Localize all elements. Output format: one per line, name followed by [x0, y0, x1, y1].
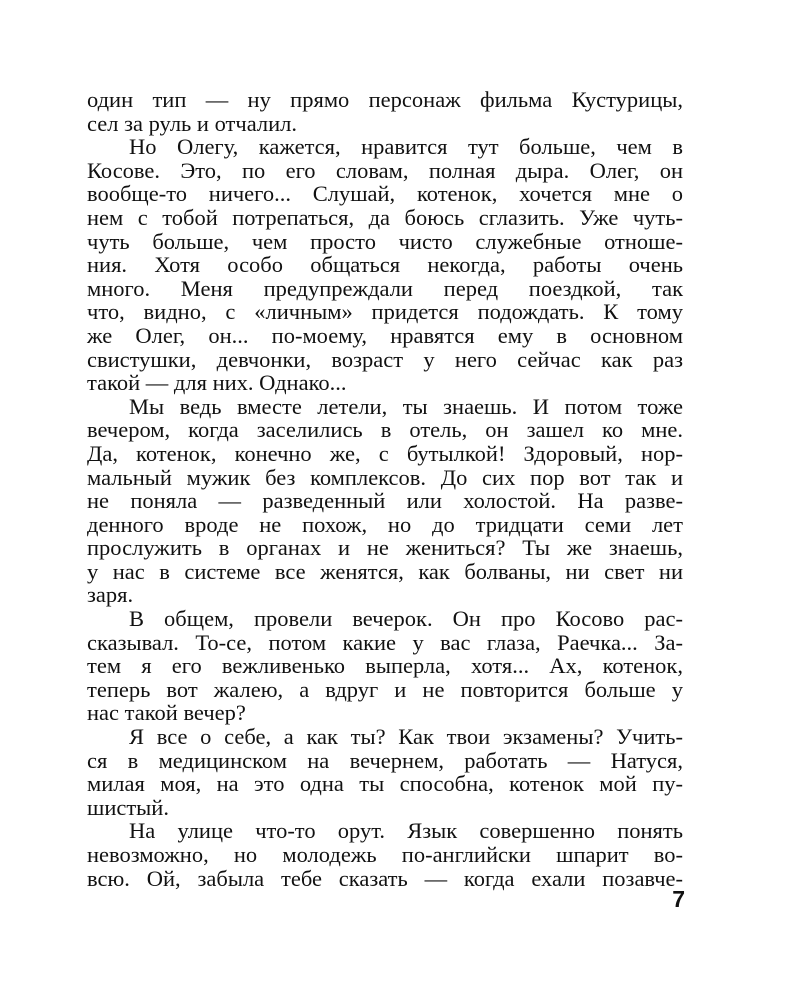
text-line: нас такой вечер? [87, 700, 246, 726]
text-line: что, видно, с «личным» придется подождать. К тому [87, 299, 683, 325]
text-line: ния. Хотя особо общаться некогда, работы очень [87, 252, 683, 278]
text-line: денного вроде не похож, но до тридцати семи лет [87, 511, 683, 537]
text-line: нем с тобой потрепаться, да боюсь сглазить. Уже чуть- [87, 204, 683, 230]
text-line: всю. Ой, забыла тебе сказать — когда ехали позавче- [87, 865, 683, 891]
text-line: В общем, провели вечерок. Он про Косово рас- [129, 606, 683, 632]
text-line: ся в медицинском на вечернем, работать — Натуся, [87, 747, 683, 773]
text-line: тем я его вежливенько выперла, хотя... Ах, котенок, [87, 653, 683, 679]
text-line: прослужить в органах и не жениться? Ты же знаешь, [87, 535, 683, 561]
body-text [87, 88, 683, 890]
text-line: такой — для них. Однако... [87, 370, 347, 396]
text-line: чуть больше, чем просто чисто служебные отноше- [87, 228, 683, 254]
page-number: 7 [672, 886, 685, 912]
text-line: Косове. Это, по его словам, полная дыра. Олег, он [87, 157, 683, 183]
text-line: не поняла — разведенный или холостой. На разве- [87, 488, 683, 514]
text-line: свистушки, девчонки, возраст у него сейчас как раз [87, 346, 683, 372]
text-line: заря. [87, 582, 134, 608]
text-line: один тип — ну прямо персонаж фильма Кустурицы, [87, 87, 683, 112]
text-line: вечером, когда заселились в отель, он зашел ко мне. [87, 417, 683, 443]
text-line: Мы ведь вместе летели, ты знаешь. И потом тоже [129, 393, 683, 419]
text-line: На улице что-то орут. Язык совершенно понять [129, 818, 683, 844]
text-line: шистый. [87, 794, 169, 820]
text-line: вообще-то ничего... Слушай, котенок, хочется мне о [87, 181, 683, 207]
text-line: же Олег, он... по-моему, нравятся ему в основном [87, 322, 683, 348]
text-line: сел за руль и отчалил. [87, 110, 298, 136]
text-line: сказывал. То-се, потом какие у вас глаза, Раечка... За- [87, 629, 683, 655]
text-line: мальный мужик без комплексов. До сих пор вот так и [87, 464, 683, 490]
text-line: теперь вот жалею, а вдруг и не повторится больше у [87, 676, 683, 702]
text-line: невозможно, но молодежь по-английски шпарит во- [87, 842, 683, 867]
text-line: много. Меня предупреждали перед поездкой, так [87, 275, 683, 301]
text-line: Я все о себе, а как ты? Как твои экзамены? Учить- [129, 724, 683, 750]
text-line: у нас в системе все женятся, как болваны, ни свет ни [87, 558, 683, 584]
text-line: Но Олегу, кажется, нравится тут больше, чем в [129, 134, 683, 160]
text-line: Да, котенок, конечно же, с бутылкой! Здоровый, нор- [87, 440, 683, 466]
text-line: милая моя, на это одна ты способна, котенок мой пу- [87, 771, 683, 797]
